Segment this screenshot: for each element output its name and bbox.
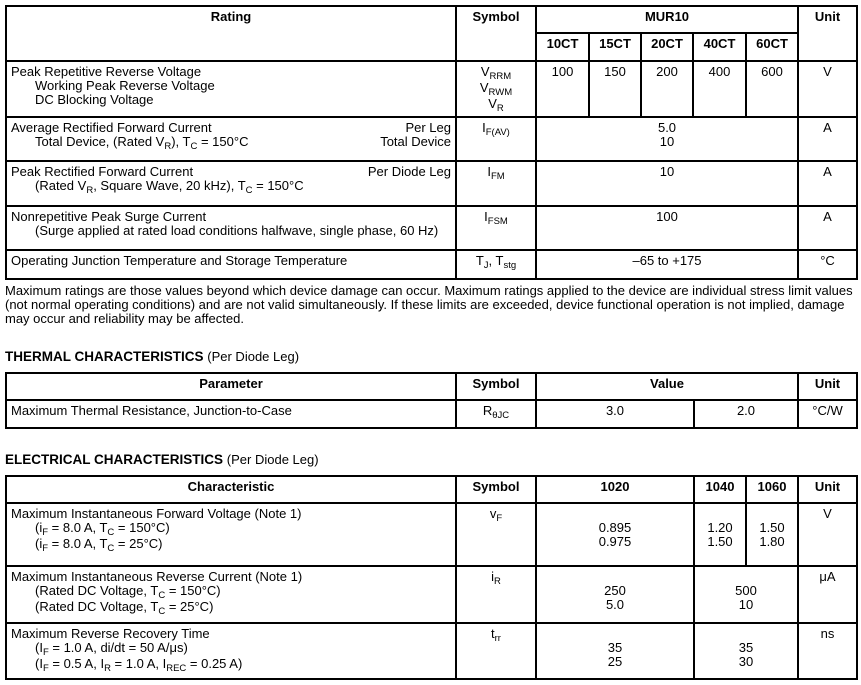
rating-line: (Rated $V_R$, Square Wave, 20 kHz), $T_C = 150^\circ C$ (35, 178, 304, 196)
col-header-1020: 1020 (536, 476, 694, 503)
rating-text: Peak Rectified Forward Current (11, 164, 194, 179)
value-line: 1.80 (759, 534, 785, 549)
rating-line: Peak Repetitive Reverse Voltage (11, 64, 202, 79)
col-header-value: Value (536, 373, 798, 400)
symbol-cell: $I_{FSM}$ (456, 206, 536, 250)
value-line: 0.895 (598, 520, 632, 535)
value-stack (541, 641, 689, 669)
symbol-vrrm: $V_{RRM}$ (480, 64, 512, 82)
condition-line: (Rated DC Voltage, $T_C = 25^\circ C$) (35, 599, 214, 617)
col-header-rating: Rating (6, 6, 456, 61)
condition-line: ($i_F = 8.0$ A, $T_C = 25^\circ C$) (35, 536, 163, 554)
value-stack (699, 584, 793, 612)
value-stack (751, 521, 793, 549)
value-cell (536, 503, 694, 566)
thermal-section-heading (5, 349, 856, 365)
parameter-cell: Maximum Thermal Resistance, Junction-to-Case (6, 400, 456, 428)
rating-line: (Surge applied at rated load conditions halfwave, single phase, 60 Hz) (35, 223, 439, 238)
value-line: 1.50 (707, 534, 733, 549)
symbol-cell: $I_{FM}$ (456, 161, 536, 206)
electrical-characteristics-table (5, 475, 858, 680)
value-line: 0.975 (598, 534, 632, 549)
thermal-header-row (6, 373, 857, 400)
characteristic-cell (6, 503, 456, 566)
thermal-characteristics-table (5, 372, 858, 429)
col-header-variant-15ct: 15CT (589, 33, 641, 61)
electrical-heading-scope: (Per Diode Leg) (226, 452, 319, 467)
unit-cell: A (798, 117, 857, 161)
value-line: 500 (735, 583, 757, 598)
maximum-ratings-note: Maximum ratings are those values beyond which device damage can occur. Maximum ratings applied to the device are individual stress limit values (not normal operating conditions) and are not valid simultaneously. If these limits are exceeded, device functional operation is not implied, damage may occur and reliability may be affected. (5, 283, 853, 326)
col-header-symbol: Symbol (456, 6, 536, 61)
unit-cell: V (798, 61, 857, 117)
value-line: 5.0 (657, 120, 677, 135)
col-header-series: MUR10 (536, 6, 798, 33)
electrical-row-forward-voltage (6, 503, 857, 566)
unit-cell: °C (798, 250, 857, 279)
symbol-cell: $T_J$, $T_{stg}$ (456, 250, 536, 279)
rating-cell (6, 206, 456, 250)
col-header-1040: 1040 (694, 476, 746, 503)
electrical-row-reverse-current (6, 566, 857, 623)
ratings-row-peak-forward-current (6, 161, 857, 206)
characteristic-line: Maximum Reverse Recovery Time (11, 626, 210, 641)
characteristic-cell (6, 623, 456, 679)
value-cell-merged: 100 (536, 206, 798, 250)
value-cell: 3.0 (536, 400, 694, 428)
value-line: 25 (607, 654, 623, 669)
value-line: 35 (607, 640, 623, 655)
rating-qualifier: Per Diode Leg (367, 164, 451, 179)
col-header-variant-40ct: 40CT (693, 33, 746, 61)
condition-line: ($I_F = 0.5$ A, $I_R = 1.0$ A, $I_{REC} = 0.25$ A) (35, 656, 243, 674)
rating-line: DC Blocking Voltage (35, 92, 154, 107)
thermal-heading-text: THERMAL CHARACTERISTICS (5, 349, 204, 364)
col-header-symbol: Symbol (456, 373, 536, 400)
rating-line (11, 165, 451, 179)
unit-cell: μA (798, 566, 857, 623)
ratings-row-surge-current (6, 206, 857, 250)
electrical-row-reverse-recovery-time (6, 623, 857, 679)
value-cell (536, 623, 694, 679)
col-header-unit: Unit (798, 476, 857, 503)
characteristic-line: Maximum Instantaneous Reverse Current (Note 1) (11, 569, 303, 584)
value-stack (699, 641, 793, 669)
ratings-row-junction-temperature (6, 250, 857, 279)
symbol-vrwm: $V_{RWM}$ (479, 80, 513, 98)
symbol-cell (456, 61, 536, 117)
value-line: 1.50 (759, 520, 785, 535)
ratings-header-row-1 (6, 6, 857, 33)
col-header-variant-10ct: 10CT (536, 33, 589, 61)
value-cell-merged (694, 623, 798, 679)
rating-cell (6, 161, 456, 206)
unit-cell: °C/W (798, 400, 857, 428)
value-cell (746, 503, 798, 566)
value-line: 35 (738, 640, 754, 655)
value-cell (694, 503, 746, 566)
rating-cell: Operating Junction Temperature and Storage Temperature (6, 250, 456, 279)
value-stack (541, 584, 689, 612)
symbol-cell: $t_{rr}$ (456, 623, 536, 679)
value-cell-merged: –65 to +175 (536, 250, 798, 279)
condition-line: (Rated DC Voltage, $T_C = 150^\circ C$) (35, 583, 221, 601)
value-stack (699, 521, 741, 549)
electrical-header-row (6, 476, 857, 503)
rating-line: Nonrepetitive Peak Surge Current (11, 209, 207, 224)
value-cell: 2.0 (694, 400, 798, 428)
col-header-unit: Unit (798, 373, 857, 400)
symbol-cell: $I_{F(AV)}$ (456, 117, 536, 161)
value-cell: 400 (693, 61, 746, 117)
value-cell-merged: 10 (536, 161, 798, 206)
ratings-row-reverse-voltage (6, 61, 857, 117)
unit-cell: ns (798, 623, 857, 679)
value-cell: 150 (589, 61, 641, 117)
value-cell: 600 (746, 61, 798, 117)
col-header-characteristic: Characteristic (6, 476, 456, 503)
value-line: 10 (659, 134, 675, 149)
electrical-heading-text: ELECTRICAL CHARACTERISTICS (5, 452, 224, 467)
thermal-row-thermal-resistance (6, 400, 857, 428)
col-header-variant-60ct: 60CT (746, 33, 798, 61)
value-cell (536, 566, 694, 623)
rating-text: Total Device, (Rated $V_R$), $T_C = 150^\circ C$ (35, 134, 249, 152)
symbol-cell: $R_{\theta JC}$ (456, 400, 536, 428)
value-cell: 100 (536, 61, 589, 117)
rating-cell (6, 117, 456, 161)
unit-cell: A (798, 206, 857, 250)
unit-cell: A (798, 161, 857, 206)
condition-line: ($i_F = 8.0$ A, $T_C = 150^\circ C$) (35, 520, 170, 538)
rating-line: Working Peak Reverse Voltage (35, 78, 215, 93)
symbol-vr: $V_R$ (488, 96, 504, 114)
col-header-1060: 1060 (746, 476, 798, 503)
characteristic-line: Maximum Instantaneous Forward Voltage (Note 1) (11, 506, 302, 521)
unit-cell: V (798, 503, 857, 566)
rating-qualifier: Per Leg (405, 120, 451, 135)
characteristic-cell (6, 566, 456, 623)
col-header-symbol: Symbol (456, 476, 536, 503)
rating-text: Average Rectified Forward Current (11, 120, 212, 135)
condition-line: ($I_F = 1.0$ A, di/dt = 50 A/μs) (35, 640, 188, 658)
rating-line (11, 121, 451, 135)
value-line: 10 (738, 597, 754, 612)
electrical-section-heading (5, 452, 856, 468)
rating-cell (6, 61, 456, 117)
value-cell-merged (536, 117, 798, 161)
thermal-heading-scope: (Per Diode Leg) (207, 349, 300, 364)
col-header-variant-20ct: 20CT (641, 33, 693, 61)
value-cell: 200 (641, 61, 693, 117)
value-line: 1.20 (707, 520, 733, 535)
col-header-parameter: Parameter (6, 373, 456, 400)
value-line: 30 (738, 654, 754, 669)
value-cell-merged (694, 566, 798, 623)
value-line: 250 (604, 583, 626, 598)
ratings-row-average-forward-current (6, 117, 857, 161)
rating-qualifier: Total Device (380, 134, 451, 149)
maximum-ratings-table (5, 5, 858, 280)
col-header-unit: Unit (798, 6, 857, 61)
value-line: 5.0 (605, 597, 625, 612)
symbol-cell: $i_R$ (456, 566, 536, 623)
symbol-cell: $v_F$ (456, 503, 536, 566)
rating-line (11, 135, 451, 151)
value-stack (541, 521, 689, 549)
